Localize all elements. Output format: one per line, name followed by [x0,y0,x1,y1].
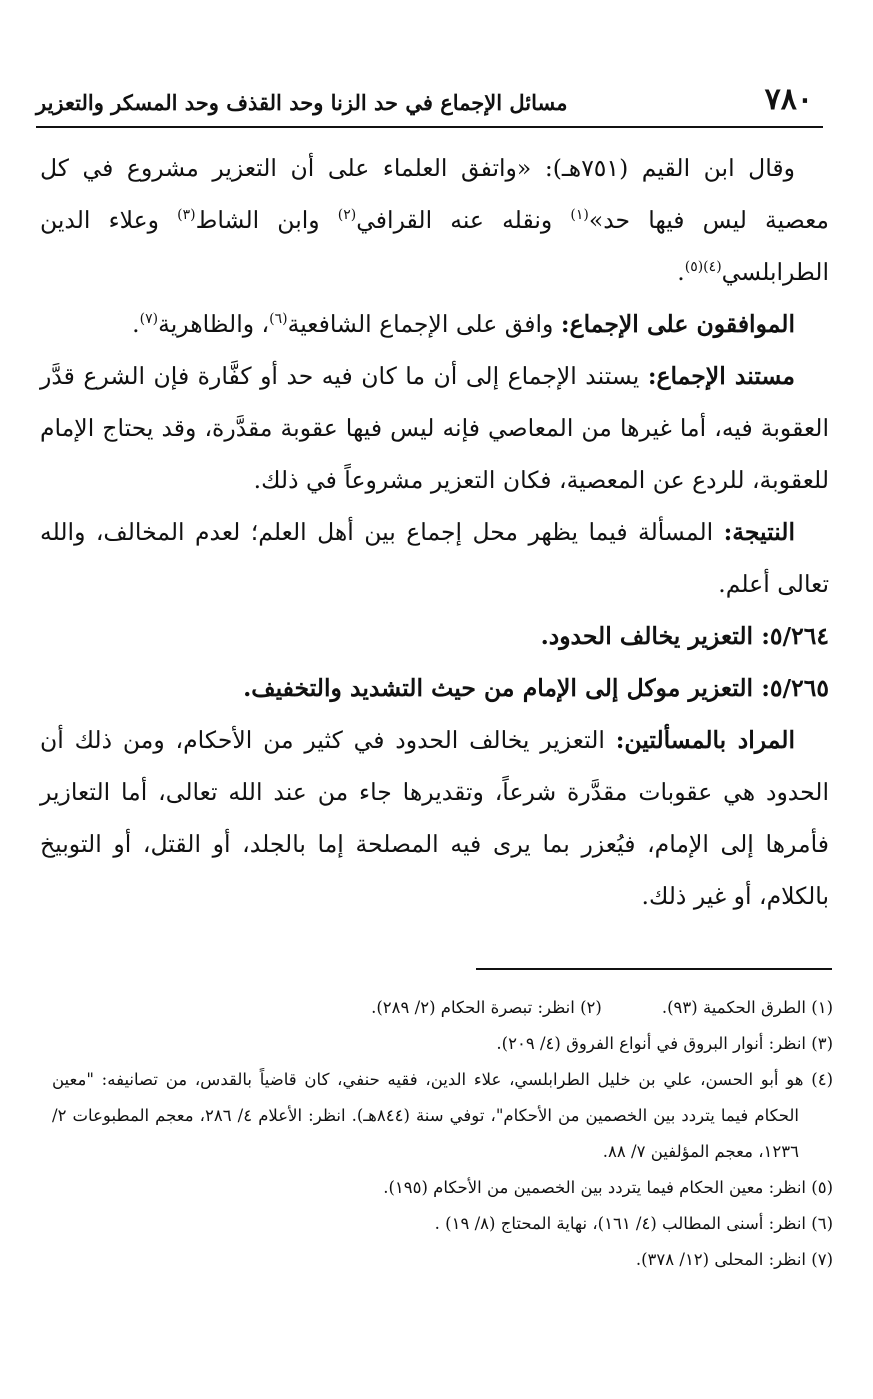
paragraph-agreeing: الموافقون على الإجماع: وافق على الإجماع الشافعية$^{(٦)}$، والظاهرية$^{(٧)}$. [132,310,795,338]
issue-heading-265: ٥/٢٦٥: التعزير موكل إلى الإمام من حيث التشديد والتخفيف. [243,674,829,702]
lead-basis: مستند الإجماع: [647,362,796,390]
main-text [40,142,829,922]
footnote-1: (١) الطرق الحكمية (٩٣). [661,998,833,1017]
running-title: مسائل الإجماع في حد الزنا وحد القذف وحد المسكر والتعزير [36,90,568,115]
page-number: ٧٨٠ [764,82,813,117]
lead-agreeing: الموافقون على الإجماع: [560,310,795,338]
footnote-ref-7: (٧) [139,311,159,328]
issue-heading-264: ٥/٢٦٤: التعزير يخالف الحدود. [540,622,829,650]
paragraph-ibn-alqayyim: وقال ابن القيم (٧٥١هـ): «واتفق العلماء على أن التعزير مشروع في كل معصية ليس فيها حد»$^{(١)}$ ونقله عنه القرافي$^{(٢)}$ وابن الشاط$^{(٣)}$ وعلاء الدين الطرابلسي$^{(٤)(٥)}$. [40,154,829,286]
footnote-7: (٧) انظر: المحلى (١٢/ ٣٧٨). [635,1250,833,1269]
footnote-divider [476,968,832,970]
footnote-ref-6: (٦) [269,311,288,328]
footnote-3: (٣) انظر: أنوار البروق في أنواع الفروق (٤/ ٢٠٩). [496,1034,833,1053]
footnote-ref-2: (٢) [337,207,357,224]
paragraph-meaning: المراد بالمسألتين: التعزير يخالف الحدود في كثير من الأحكام، ومن ذلك أن الحدود هي عقوبات مقدَّرة شرعاً، وتقديرها جاء من عند الله تعالى، أما التعازير فأمرها إلى الإمام، فيُعزر بما يرى فيه المصلحة إما بالجلد، أو القتل، أو التوبيخ بالكلام، أو غير ذلك. [40,726,829,910]
footnote-ref-1: (١) [570,207,589,224]
footnote-row [52,990,833,1026]
footnote-4-text: هو أبو الحسن، علي بن خليل الطرابلسي، علاء الدين، فقيه حنفي، كان قاضياً بالقدس، من تصانيفه: "معين الحكام فيما يتردد بين الخصمين من الأحكام"، توفي سنة (٨٤٤هـ). انظر: الأعلام ٤/ ٢٨٦، معجم المطبوعات ٢/ ١٢٣٦، معجم المؤلفين ٧/ ٨٨. [52,1070,804,1161]
lead-meaning: المراد بالمسألتين: [615,726,795,754]
page-header [36,78,823,128]
footnotes [52,990,833,1278]
footnote-5: (٥) انظر: معين الحكام فيما يتردد بين الخصمين من الأحكام (١٩٥). [383,1178,833,1197]
paragraph-result: النتيجة: المسألة فيما يظهر محل إجماع بين أهل العلم؛ لعدم المخالف، والله تعالى أعلم. [40,518,829,598]
paragraph-basis: مستند الإجماع: يستند الإجماع إلى أن ما كان فيه حد أو كفَّارة فإن الشرع قدَّر العقوبة فيه، أما غيرها من المعاصي فإنه ليس فيها عقوبة مقدَّرة، وقد يحتاج الإمام للعقوبة، للردع عن المعصية، فكان التعزير مشروعاً في ذلك. [40,362,829,494]
footnote-4-number: (٤) [811,1070,833,1089]
footnote-6: (٦) انظر: أسنى المطالب (٤/ ١٦١)، نهاية المحتاج (٨/ ١٩) . [434,1214,833,1233]
footnote-2: (٢) انظر: تبصرة الحكام (٢/ ٢٨٩). [371,998,602,1017]
footnote-ref-3: (٣) [177,207,196,224]
lead-result: النتيجة: [723,518,795,546]
footnote-ref-4-5: (٤)(٥) [684,259,722,276]
footnote-4 [52,1062,833,1170]
